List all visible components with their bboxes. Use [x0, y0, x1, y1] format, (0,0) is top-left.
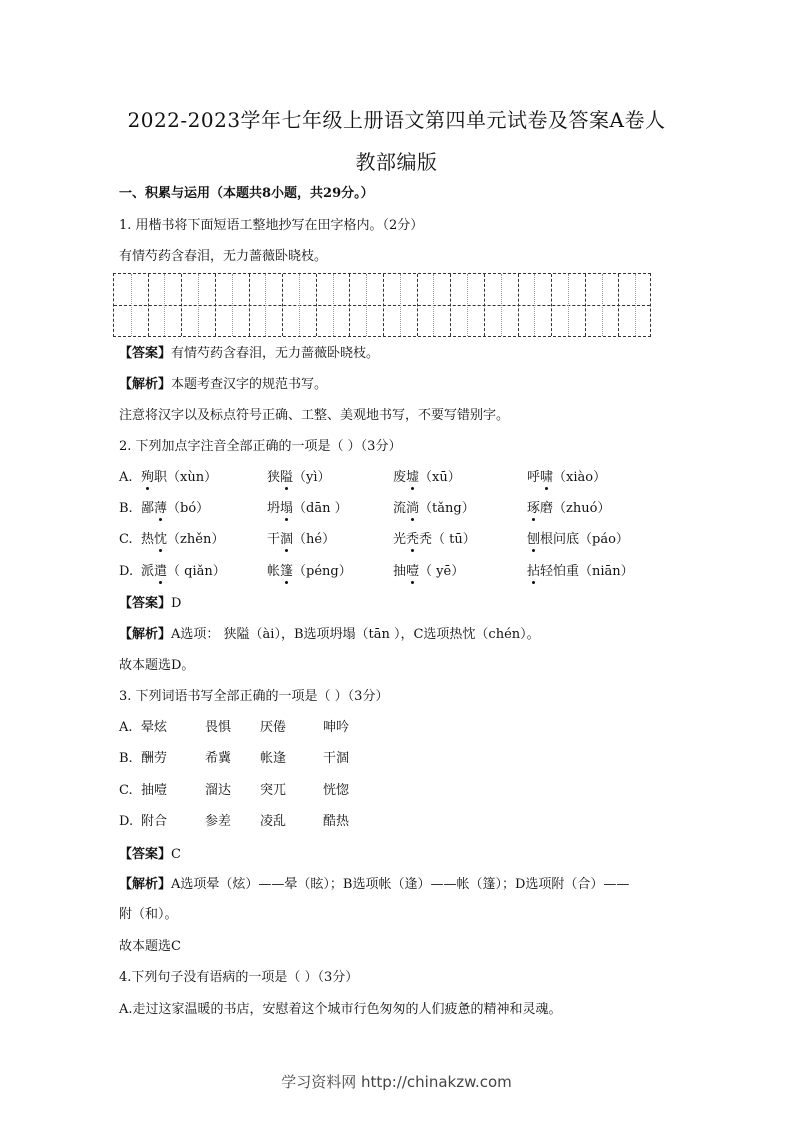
- q3-analysis-text: A选项晕（炫）——晕（眩）；B选项帐（逢）——帐（篷）；D选项附（合）——: [171, 877, 630, 892]
- item-text: （xū）: [419, 470, 461, 485]
- q2-analysis-text: A选项： 狭隘（ài），B选项坍塌（tān ），C选项热忱（chén）。: [171, 627, 540, 642]
- q4-stem: 4.下列句子没有语病的一项是（ ）（3分）: [119, 970, 359, 985]
- q2-analysis: [119, 627, 540, 643]
- q1-answer-text: 有情芍药含春泪，无力蔷薇卧晓枝。: [171, 346, 380, 361]
- q3-option-label: D.: [119, 814, 134, 829]
- tianzige-grid: [113, 273, 651, 337]
- q3-conclusion: 故本题选C: [119, 939, 181, 954]
- item-text: 根问底（páo）: [540, 532, 629, 547]
- item-text: 坍: [267, 501, 281, 516]
- dotted-character: 刨: [527, 532, 541, 547]
- item-text: 磨（zhuó）: [540, 501, 611, 516]
- q2-conclusion: 故本题选D。: [119, 658, 195, 673]
- q3-option-word: 晕炫: [141, 720, 168, 735]
- q3-option-word: 呻吟: [323, 720, 350, 735]
- q2-option-item: [267, 501, 348, 517]
- q3-option-word: 凌乱: [260, 814, 287, 829]
- dotted-character: 塌: [280, 501, 294, 516]
- document-title-line1: 2022-2023学年七年级上册语文第四单元试卷及答案A卷人: [127, 108, 666, 132]
- q3-option-word: 突兀: [260, 783, 287, 798]
- item-text: 派: [141, 564, 155, 579]
- item-text: 抽: [393, 564, 407, 579]
- item-text: （tǎng）: [419, 501, 475, 516]
- analysis-tag: 【解析】: [119, 627, 172, 642]
- q2-option-label: B.: [119, 501, 133, 516]
- q1-phrase: 有情芍药含春泪，无力蔷薇卧晓枝。: [119, 249, 328, 264]
- q2-option-item: [527, 470, 606, 486]
- item-text: 流: [393, 501, 407, 516]
- q2-option-item: [527, 501, 610, 517]
- dotted-character: 拈: [527, 564, 541, 579]
- q3-option-word: 恍惚: [323, 783, 350, 798]
- answer-tag: 【答案】: [119, 596, 172, 611]
- item-text: 光: [393, 532, 407, 547]
- item-text: （yì）: [293, 470, 331, 485]
- q3-option-word: 干涸: [323, 751, 350, 766]
- q3-option-word: 畏惧: [205, 720, 232, 735]
- q3-stem: 3. 下列词语书写全部正确的一项是（ ）（3分）: [119, 689, 389, 704]
- dotted-character: 琢: [527, 501, 541, 516]
- item-text: （ yē）: [419, 564, 465, 579]
- item-text: 热: [141, 532, 155, 547]
- q1-analysis-text: 本题考查汉字的规范书写。: [171, 377, 328, 392]
- q2-option-item: [267, 532, 335, 548]
- analysis-tag: 【解析】: [119, 377, 172, 392]
- q2-option-label: D.: [119, 564, 134, 579]
- dotted-character: 噎: [406, 564, 420, 579]
- q2-option-item: [527, 564, 634, 580]
- item-text: （xiào）: [553, 470, 607, 485]
- q3-option-word: 厌倦: [260, 720, 287, 735]
- item-text: 干: [267, 532, 281, 547]
- q2-stem: 2. 下列加点字注音全部正确的一项是（ ）（3分）: [119, 439, 402, 454]
- item-text: 废: [393, 470, 407, 485]
- q1-stem: 1. 用楷书将下面短语工整地抄写在田字格内。（2分）: [119, 218, 424, 233]
- section-heading: 一、积累与运用（本题共8小题，共29分。）: [119, 186, 374, 201]
- q2-answer: [119, 596, 181, 612]
- item-text: 狭: [267, 470, 281, 485]
- item-text: （zhěn）: [167, 532, 225, 547]
- q2-option-label: C.: [119, 532, 133, 547]
- q2-option-item: [141, 564, 226, 580]
- dotted-character: 殉: [141, 470, 155, 485]
- item-text: 轻怕重（niān）: [540, 564, 634, 579]
- q3-option-word: 酷热: [323, 814, 350, 829]
- q3-option-word: 抽噎: [141, 783, 168, 798]
- q2-option-item: [141, 501, 209, 517]
- dotted-character: 篷: [280, 564, 294, 579]
- dotted-character: 忱: [154, 532, 168, 547]
- q1-answer: [119, 346, 379, 362]
- q4-option-a: A.走过这家温暖的书店，安慰着这个城市行色匆匆的人们疲惫的精神和灵魂。: [119, 1002, 562, 1017]
- q2-option-item: [141, 470, 217, 486]
- item-text: 秃（ tū）: [419, 532, 476, 547]
- dotted-character: 淌: [406, 501, 420, 516]
- q3-option-word: 希冀: [205, 751, 232, 766]
- q2-option-item: [393, 564, 464, 580]
- dotted-character: 遣: [154, 564, 168, 579]
- q2-answer-text: D: [171, 596, 182, 611]
- q3-option-word: 附合: [141, 814, 168, 829]
- analysis-tag: 【解析】: [119, 877, 172, 892]
- item-text: 帐: [267, 564, 281, 579]
- q3-option-word: 溜达: [205, 783, 232, 798]
- q2-option-item: [267, 470, 331, 486]
- answer-tag: 【答案】: [119, 346, 172, 361]
- q2-option-item: [267, 564, 352, 580]
- q3-option-word: 帐逢: [260, 751, 287, 766]
- dotted-character: 涸: [280, 532, 294, 547]
- item-text: （dān ）: [293, 501, 348, 516]
- q3-answer-text: C: [171, 847, 181, 862]
- q3-option-word: 参差: [205, 814, 232, 829]
- q2-option-item: [393, 532, 476, 548]
- q3-analysis-cont: 附（和）。: [119, 907, 178, 922]
- dotted-character: 秃: [406, 532, 420, 547]
- item-text: （péng）: [293, 564, 352, 579]
- answer-tag: 【答案】: [119, 847, 172, 862]
- dotted-character: 隘: [280, 470, 294, 485]
- q2-option-item: [141, 532, 224, 548]
- q2-option-item: [527, 532, 629, 548]
- item-text: 鄙: [141, 501, 155, 516]
- q2-option-item: [393, 501, 475, 517]
- item-text: 职（xùn）: [154, 470, 218, 485]
- dotted-character: 墟: [406, 470, 420, 485]
- q3-option-label: A.: [119, 720, 133, 735]
- q3-analysis: [119, 877, 629, 893]
- item-text: （ qiǎn）: [167, 564, 226, 579]
- q1-note: 注意将汉字以及标点符号正确、工整、美观地书写，不要写错别字。: [119, 408, 510, 423]
- page-footer: 学习资料网 http://chinakzw.com: [281, 1073, 512, 1091]
- dotted-character: 薄: [154, 501, 168, 516]
- q3-answer: [119, 847, 181, 863]
- document-title-line2: 教部编版: [355, 150, 438, 174]
- q3-option-label: C.: [119, 783, 133, 798]
- q2-option-item: [393, 470, 461, 486]
- dotted-character: 啸: [540, 470, 554, 485]
- q3-option-label: B.: [119, 751, 133, 766]
- item-text: 呼: [527, 470, 541, 485]
- q1-analysis: [119, 377, 327, 393]
- item-text: （bó）: [167, 501, 210, 516]
- item-text: （hé）: [293, 532, 336, 547]
- q2-option-label: A.: [119, 470, 133, 485]
- q3-option-word: 酬劳: [141, 751, 168, 766]
